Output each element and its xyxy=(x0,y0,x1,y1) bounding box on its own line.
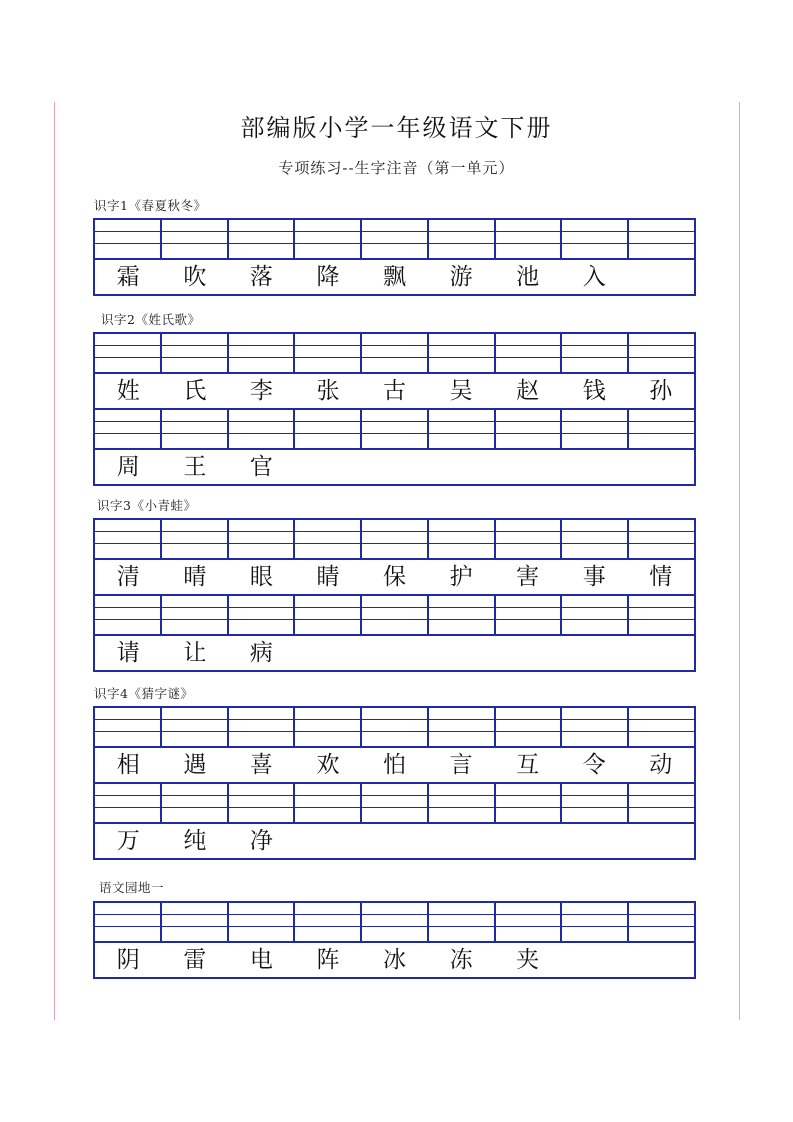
pinyin-writing-row[interactable] xyxy=(95,903,694,941)
character: 游 xyxy=(449,264,473,290)
character: 睛 xyxy=(316,564,340,590)
pinyin-cell[interactable] xyxy=(562,596,629,634)
pinyin-cell[interactable] xyxy=(362,903,429,941)
character: 事 xyxy=(582,564,606,590)
pinyin-cell[interactable] xyxy=(95,220,162,258)
pinyin-writing-row[interactable] xyxy=(95,784,694,822)
pinyin-cell[interactable] xyxy=(295,410,362,448)
character: 保 xyxy=(383,564,407,590)
pinyin-cell[interactable] xyxy=(229,520,296,558)
character: 遇 xyxy=(183,752,207,778)
pinyin-cell[interactable] xyxy=(496,784,563,822)
pinyin-cell[interactable] xyxy=(562,520,629,558)
pinyin-cell[interactable] xyxy=(629,220,694,258)
pinyin-cell[interactable] xyxy=(162,410,229,448)
character: 令 xyxy=(582,752,606,778)
character: 护 xyxy=(449,564,473,590)
character: 冰 xyxy=(383,947,407,973)
character: 落 xyxy=(249,264,273,290)
pinyin-cell[interactable] xyxy=(229,596,296,634)
pinyin-cell[interactable] xyxy=(295,903,362,941)
pinyin-cell[interactable] xyxy=(362,784,429,822)
pinyin-cell[interactable] xyxy=(496,410,563,448)
character: 李 xyxy=(249,378,273,404)
character: 万 xyxy=(116,828,140,854)
character-row xyxy=(95,634,694,670)
pinyin-writing-row[interactable] xyxy=(95,596,694,634)
pinyin-cell[interactable] xyxy=(629,784,694,822)
pinyin-cell[interactable] xyxy=(295,520,362,558)
pinyin-writing-row[interactable] xyxy=(95,220,694,258)
character: 互 xyxy=(516,752,540,778)
pinyin-cell[interactable] xyxy=(162,520,229,558)
pinyin-cell[interactable] xyxy=(629,596,694,634)
pinyin-cell[interactable] xyxy=(496,220,563,258)
right-margin-line xyxy=(739,102,740,1020)
character-row xyxy=(95,822,694,858)
character: 池 xyxy=(516,264,540,290)
character: 晴 xyxy=(183,564,207,590)
pinyin-cell[interactable] xyxy=(95,903,162,941)
practice-block xyxy=(93,332,696,486)
character: 欢 xyxy=(316,752,340,778)
pinyin-cell[interactable] xyxy=(429,708,496,746)
pinyin-cell[interactable] xyxy=(562,903,629,941)
character: 眼 xyxy=(249,564,273,590)
pinyin-cell[interactable] xyxy=(162,784,229,822)
character: 净 xyxy=(249,828,273,854)
character: 纯 xyxy=(183,828,207,854)
pinyin-cell[interactable] xyxy=(629,903,694,941)
pinyin-writing-row[interactable] xyxy=(95,708,694,746)
character: 害 xyxy=(516,564,540,590)
pinyin-cell[interactable] xyxy=(362,520,429,558)
pinyin-cell[interactable] xyxy=(295,596,362,634)
character: 怕 xyxy=(383,752,407,778)
section-label: 识字4《猜字谜》 xyxy=(94,686,194,701)
character: 清 xyxy=(116,564,140,590)
character: 相 xyxy=(116,752,140,778)
character: 氏 xyxy=(183,378,207,404)
pinyin-writing-row[interactable] xyxy=(95,410,694,448)
section-label: 识字2《姓氏歌》 xyxy=(101,312,201,327)
character: 官 xyxy=(249,454,273,480)
pinyin-cell[interactable] xyxy=(95,708,162,746)
character: 赵 xyxy=(516,378,540,404)
character: 冻 xyxy=(449,947,473,973)
character: 孙 xyxy=(649,378,673,404)
character: 霜 xyxy=(116,264,140,290)
pinyin-cell[interactable] xyxy=(162,708,229,746)
pinyin-cell[interactable] xyxy=(362,708,429,746)
character: 病 xyxy=(249,640,273,666)
pinyin-writing-row[interactable] xyxy=(95,334,694,372)
pinyin-cell[interactable] xyxy=(162,903,229,941)
character-row xyxy=(95,372,694,410)
character: 动 xyxy=(649,752,673,778)
character-row xyxy=(95,258,694,294)
pinyin-cell[interactable] xyxy=(295,220,362,258)
pinyin-cell[interactable] xyxy=(362,596,429,634)
character-row xyxy=(95,558,694,596)
character: 王 xyxy=(183,454,207,480)
pinyin-cell[interactable] xyxy=(229,220,296,258)
practice-block xyxy=(93,706,696,860)
section-label: 语文园地一 xyxy=(99,880,165,895)
pinyin-cell[interactable] xyxy=(95,520,162,558)
character: 入 xyxy=(582,264,606,290)
character: 阴 xyxy=(116,947,140,973)
pinyin-cell[interactable] xyxy=(629,410,694,448)
pinyin-cell[interactable] xyxy=(496,334,563,372)
pinyin-cell[interactable] xyxy=(629,708,694,746)
pinyin-cell[interactable] xyxy=(562,220,629,258)
character: 情 xyxy=(649,564,673,590)
character: 让 xyxy=(183,640,207,666)
pinyin-cell[interactable] xyxy=(429,903,496,941)
pinyin-cell[interactable] xyxy=(362,410,429,448)
page-title: 部编版小学一年级语文下册 xyxy=(240,114,553,142)
pinyin-cell[interactable] xyxy=(429,220,496,258)
pinyin-cell[interactable] xyxy=(429,596,496,634)
pinyin-cell[interactable] xyxy=(162,596,229,634)
character: 周 xyxy=(116,454,140,480)
pinyin-cell[interactable] xyxy=(562,410,629,448)
pinyin-cell[interactable] xyxy=(496,520,563,558)
pinyin-cell[interactable] xyxy=(562,784,629,822)
character: 喜 xyxy=(249,752,273,778)
practice-block xyxy=(93,901,696,979)
pinyin-cell[interactable] xyxy=(496,903,563,941)
pinyin-cell[interactable] xyxy=(95,410,162,448)
pinyin-cell[interactable] xyxy=(362,334,429,372)
pinyin-cell[interactable] xyxy=(229,784,296,822)
character: 电 xyxy=(249,947,273,973)
pinyin-cell[interactable] xyxy=(429,334,496,372)
character: 钱 xyxy=(582,378,606,404)
pinyin-cell[interactable] xyxy=(629,520,694,558)
pinyin-cell[interactable] xyxy=(229,334,296,372)
character: 姓 xyxy=(116,378,140,404)
character-row xyxy=(95,448,694,484)
character: 吴 xyxy=(449,378,473,404)
pinyin-cell[interactable] xyxy=(162,220,229,258)
pinyin-cell[interactable] xyxy=(429,520,496,558)
character-row xyxy=(95,941,694,977)
character: 张 xyxy=(316,378,340,404)
character: 雷 xyxy=(183,947,207,973)
pinyin-cell[interactable] xyxy=(562,334,629,372)
section-label: 识字1《春夏秋冬》 xyxy=(94,198,207,213)
character-row xyxy=(95,746,694,784)
pinyin-cell[interactable] xyxy=(95,784,162,822)
character: 阵 xyxy=(316,947,340,973)
practice-block xyxy=(93,518,696,672)
character: 吹 xyxy=(183,264,207,290)
pinyin-cell[interactable] xyxy=(229,708,296,746)
pinyin-cell[interactable] xyxy=(496,596,563,634)
pinyin-cell[interactable] xyxy=(362,220,429,258)
character: 言 xyxy=(449,752,473,778)
pinyin-cell[interactable] xyxy=(229,410,296,448)
pinyin-cell[interactable] xyxy=(496,708,563,746)
pinyin-cell[interactable] xyxy=(229,903,296,941)
character: 古 xyxy=(383,378,407,404)
pinyin-cell[interactable] xyxy=(95,596,162,634)
pinyin-cell[interactable] xyxy=(295,784,362,822)
pinyin-cell[interactable] xyxy=(295,334,362,372)
pinyin-cell[interactable] xyxy=(162,334,229,372)
pinyin-cell[interactable] xyxy=(429,784,496,822)
character: 夹 xyxy=(516,947,540,973)
character: 飘 xyxy=(383,264,407,290)
pinyin-cell[interactable] xyxy=(629,334,694,372)
practice-block xyxy=(93,218,696,296)
pinyin-cell[interactable] xyxy=(95,334,162,372)
pinyin-cell[interactable] xyxy=(295,708,362,746)
page-subtitle: 专项练习--生字注音（第一单元） xyxy=(278,159,515,177)
pinyin-cell[interactable] xyxy=(429,410,496,448)
character: 请 xyxy=(116,640,140,666)
left-margin-line xyxy=(54,102,55,1020)
pinyin-cell[interactable] xyxy=(562,708,629,746)
character: 降 xyxy=(316,264,340,290)
section-label: 识字3《小青蛙》 xyxy=(97,498,197,513)
pinyin-writing-row[interactable] xyxy=(95,520,694,558)
